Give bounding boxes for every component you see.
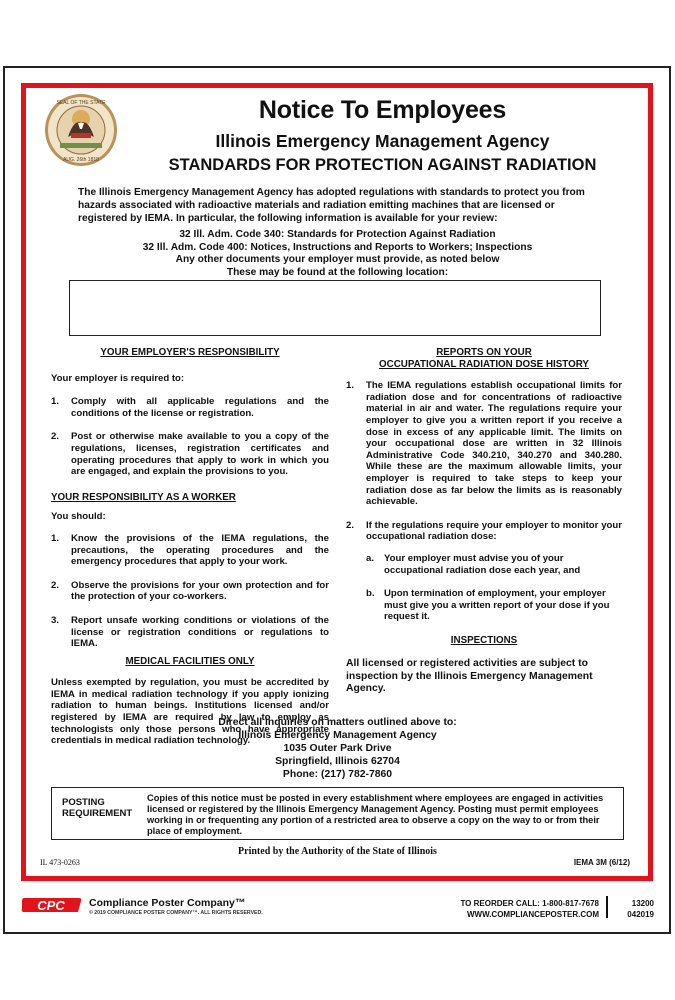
sub-list-item: a. Your employer must advise you of your occupational radiation dose each year, and: [366, 552, 581, 576]
cpc-logo-icon: [20, 895, 83, 915]
state-seal-icon: [44, 93, 118, 167]
page-title: Notice To Employees: [258, 96, 507, 124]
svg-text:AUG. 26th 1818: AUG. 26th 1818: [63, 157, 99, 163]
printed-by: Printed by the Authority of the State of Illinois: [238, 846, 437, 857]
footer-codes: 13200 042019: [627, 899, 654, 919]
list-item: 1. Comply with all applicable regulations and the conditions of the license or registration.: [51, 396, 329, 419]
inquiries-street: 1035 Outer Park Drive: [283, 743, 392, 754]
intro-paragraph: The Illinois Emergency Management Agency has adopted regulations with standards to protect you from hazards associated with radioactive materials and radiation emitting machines that are licensed or registered by IEMA. In particular, the following information is available for your review:: [78, 187, 585, 224]
reorder-phone: TO REORDER CALL: 1-800-817-7678: [460, 899, 599, 908]
list-item: 2. Post or otherwise make available to you a copy of the regulations, licenses, registration certificates and operating procedures that apply to work in which you are engaged, and explain the provisions to you.: [51, 431, 329, 478]
subtitle: STANDARDS FOR PROTECTION AGAINST RADIATION: [168, 156, 597, 174]
footer-divider: [606, 896, 608, 918]
medical-text: Unless exempted by regulation, you must be accredited by IEMA in medical radiation technology if you apply ionizing radiation to human beings. Institutions licensed and/or registered by IEMA are required by law to employ as technologists only those persons who have appropriate credentials in medical radiation technology.: [51, 677, 329, 747]
worker-intro: You should:: [51, 511, 106, 523]
inspections-heading: INSPECTIONS: [450, 634, 518, 646]
footer-copyright: © 2019 COMPLIANCE POSTER COMPANY™. ALL RIGHTS RESERVED.: [89, 910, 263, 916]
svg-text:SEAL OF THE STATE: SEAL OF THE STATE: [56, 100, 106, 106]
location-entry-box: [69, 280, 601, 336]
agency-name: Illinois Emergency Management Agency: [215, 131, 550, 151]
list-item: 3. Report unsafe working conditions or violations of the license or registration conditions or regulations to IEMA.: [51, 614, 329, 650]
list-item: 1. The IEMA regulations establish occupational limits for radiation dose and for concentrations of radioactive material in air and water. The regulations require your employer to give you a written report if you receive a dose in excess of any applicable limit. The limits on your occupational dose are written in 32 Illinois Administrative Code 340.210, 340.270 and 340.280. While these are the maximum allowable limits, your employer is required to take steps to keep your radiation dose as far below the limits as is reasonably achievable.: [346, 380, 622, 508]
list-item: 1. Know the provisions of the IEMA regulations, the precautions, the operating procedures and the emergency procedures that apply to your work.: [51, 532, 329, 568]
location-label: These may be found at the following location:: [226, 266, 449, 278]
footer-reorder: [447, 898, 599, 920]
code-reference: Any other documents your employer must provide, as noted below: [175, 254, 500, 265]
code-reference: 32 Ill. Adm. Code 340: Standards for Protection Against Radiation: [179, 229, 496, 240]
posting-text: Copies of this notice must be posted in every establishment where employees are engaged in activities licensed or registered by the Illinois Emergency Management Agency. Posting must permit employees working in or frequenting any portion of a restricted area to observe a copy on the way to or from their place of employment.: [147, 793, 604, 836]
left-column: [51, 347, 329, 747]
code-references: [0, 229, 675, 279]
reorder-website[interactable]: WWW.COMPLIANCEPOSTER.COM: [467, 910, 599, 919]
inquiries-city: Springfield, Illinois 62704: [275, 756, 400, 767]
medical-heading: MEDICAL FACILITIES ONLY: [125, 655, 255, 667]
inquiries-phone: Phone: (217) 782-7860: [282, 769, 393, 780]
inquiries-lead: Direct all inquiries on matters outlined above to:: [218, 717, 457, 728]
worker-heading: YOUR RESPONSIBILITY AS A WORKER: [51, 491, 236, 503]
right-column: [346, 347, 622, 696]
inspections-text: All licensed or registered activities are subject to inspection by the Illinois Emergency Management Agency.: [346, 658, 593, 695]
employer-intro: Your employer is required to:: [51, 372, 185, 384]
list-item: 2. Observe the provisions for your own protection and for the protection of your co-workers.: [51, 579, 329, 603]
list-item: 2. If the regulations require your employer to monitor your occupational radiation dose:: [346, 519, 622, 543]
code-reference: 32 Ill. Adm. Code 400: Notices, Instructions and Reports to Workers; Inspections: [142, 241, 533, 253]
reports-heading-line2: OCCUPATIONAL RADIATION DOSE HISTORY: [379, 358, 589, 370]
inquiries-org: Illinois Emergency Management Agency: [238, 730, 437, 741]
posting-label: POSTING REQUIREMENT: [62, 797, 133, 819]
form-number-right: IEMA 3M (6/12): [573, 858, 630, 867]
sub-list-item: b. Upon termination of employment, your employer must give you a written report of your dose if you request it.: [366, 588, 610, 623]
posting-requirement-box: [51, 787, 624, 840]
footer-company: Compliance Poster Company™: [89, 897, 246, 909]
form-number-left: IL 473-0263: [40, 858, 80, 867]
svg-text:CPC: CPC: [37, 898, 65, 913]
employer-heading: YOUR EMPLOYER'S RESPONSIBILITY: [100, 347, 280, 358]
reports-heading: REPORTS ON YOUR: [436, 347, 532, 358]
inquiries-block: [0, 716, 675, 781]
